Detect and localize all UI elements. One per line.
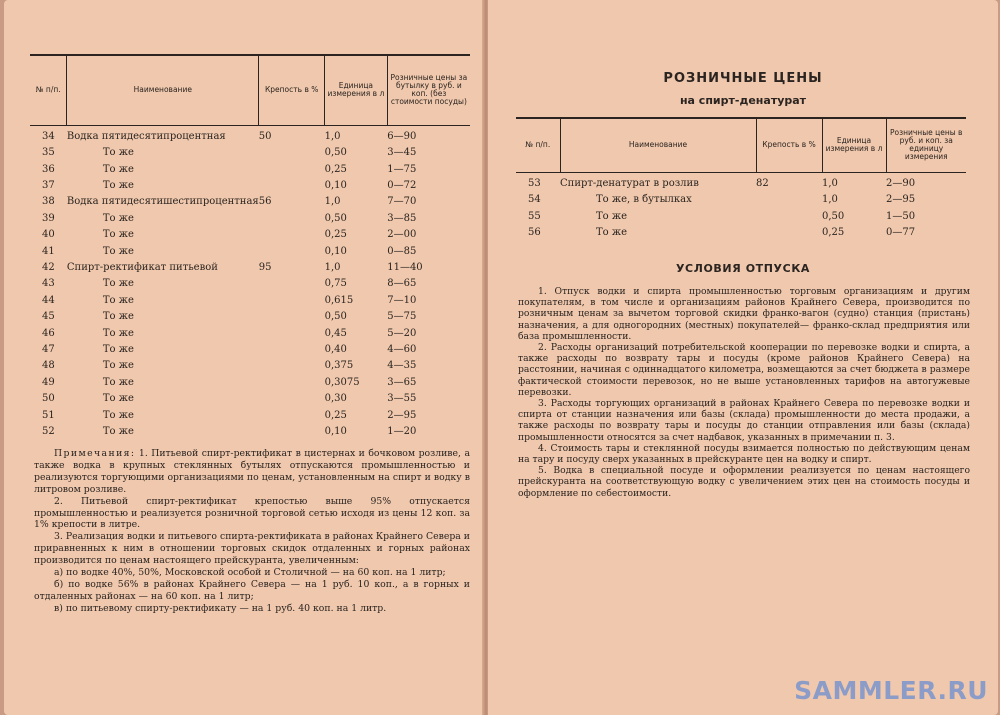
condition-4: 4. Стоимость тары и стеклянной посуды взимается полностью по действующим ценам на тару и посуду сверх указанных в прейскуранте цен на водку и спирт. — [518, 442, 970, 466]
item-name: То же — [102, 425, 134, 437]
item-name: То же — [102, 147, 134, 159]
condition-5: 5. Водка в специальной посуде и оформлении реализуется по ценам настоящего прейскуранта на соответствующую водку с увеличением этих цен на стоимость посуды и оформление по себестоимости. — [518, 465, 970, 499]
row-number: 39 — [42, 212, 55, 224]
strength-value — [259, 339, 325, 355]
price-value: 0—72 — [387, 180, 417, 192]
left-page — [4, 0, 486, 715]
col-unit-header: Единица измерения в л — [325, 55, 388, 125]
price-value: 7—70 — [387, 196, 417, 208]
right-subtitle: на спирт-денатурат — [679, 94, 807, 107]
row-number: 40 — [42, 229, 55, 241]
unit-value: 0,45 — [324, 327, 347, 339]
unit-value: 0,30 — [324, 393, 347, 405]
conditions-title: УСЛОВИЯ ОТПУСКА — [675, 262, 811, 275]
row-number: 55 — [528, 210, 541, 222]
strength-value — [259, 240, 325, 256]
table-row — [30, 322, 470, 338]
row-number: 56 — [528, 227, 541, 239]
strength-value — [259, 207, 325, 223]
table-row — [30, 257, 470, 273]
right-title: РОЗНИЧНЫЕ ЦЕНЫ — [663, 71, 823, 86]
col-unit-header: Единица измерения в л — [822, 118, 886, 172]
price-value: 2—95 — [387, 409, 417, 421]
table-row — [30, 289, 470, 305]
price-value: 3—55 — [387, 393, 417, 405]
col-number-header: № п/п. — [35, 85, 61, 95]
strength-value — [259, 355, 325, 371]
item-name: То же — [102, 360, 134, 372]
item-name: То же — [102, 180, 134, 192]
left-notes — [34, 448, 470, 615]
col-price-header: Розничные цены в руб. и коп. за единицу измерения — [886, 118, 966, 172]
unit-value: 0,50 — [324, 311, 347, 323]
item-name: То же — [102, 327, 134, 339]
right-table-body — [516, 172, 966, 238]
note-2: 2. Питьевой спирт-ректификат крепостью выше 95% отпускается промышленностью и реализуется розничной торговой сетью исходя из цены 12 коп. за 1% крепости в литре. — [34, 495, 470, 531]
right-price-table — [516, 117, 966, 238]
item-name: То же — [596, 227, 627, 239]
row-number: 47 — [42, 343, 55, 355]
strength-value: 95 — [258, 262, 272, 274]
price-value: 8—65 — [387, 278, 417, 290]
unit-value: 0,10 — [324, 425, 347, 437]
unit-value: 0,375 — [324, 360, 354, 372]
item-name: То же, в бутылках — [596, 194, 692, 206]
price-value: 0—85 — [387, 245, 417, 257]
condition-1: 1. Отпуск водки и спирта промышленностью торговым организациям и другим покупателям, в том числе и организациям районов Крайнего Севера, производится по розничным ценам за вычетом торговой скидки франко-вагон (судно) станция (пристань) назначения, а для одногородних (местных) покупателей— франко-склад предприятия или база промышленности. — [518, 286, 970, 342]
note-3c: в) по питьевому спирту-ректификату — на 1 руб. 40 коп. на 1 литр. — [54, 602, 387, 614]
table-row — [30, 125, 470, 142]
table-row — [516, 222, 966, 238]
price-value: 1—20 — [387, 425, 417, 437]
left-price-table — [30, 54, 470, 437]
watermark: SAMMLER.RU — [794, 676, 988, 705]
unit-value: 0,10 — [324, 245, 347, 257]
unit-value: 0,25 — [324, 409, 347, 421]
unit-value: 0,50 — [324, 147, 347, 159]
unit-value: 1,0 — [324, 130, 341, 142]
row-number: 51 — [42, 409, 55, 421]
table-row — [30, 224, 470, 240]
strength-value — [259, 175, 325, 191]
strength-value — [259, 421, 325, 437]
row-number: 43 — [42, 278, 55, 290]
row-number: 37 — [42, 180, 55, 192]
strength-value — [259, 371, 325, 387]
unit-value: 1,0 — [324, 196, 341, 208]
row-number: 46 — [42, 327, 55, 339]
row-number: 54 — [528, 194, 541, 206]
strength-value — [259, 142, 325, 158]
strength-value: 56 — [258, 196, 272, 208]
item-name: Водка пятидесятишестипроцентная — [66, 196, 259, 208]
row-number: 49 — [42, 376, 55, 388]
table-row — [30, 175, 470, 191]
row-number: 38 — [42, 196, 55, 208]
strength-value — [259, 158, 325, 174]
price-value: 2—00 — [387, 229, 417, 241]
unit-value: 1,0 — [822, 194, 838, 206]
price-value: 11—40 — [387, 262, 423, 274]
price-value: 5—20 — [387, 327, 417, 339]
condition-3: 3. Расходы торгующих организаций в районах Крайнего Севера по перевозке водки и спирта от станции назначения или базы (склада) промышленности до места продажи, а также расходы по возврату тары и посуды до станции отправления или базы (склада) промышленности относятся за счет надбавок, указанных в примечании п. 3. — [518, 398, 970, 443]
unit-value: 0,25 — [324, 163, 347, 175]
price-value: 3—65 — [387, 376, 417, 388]
unit-value: 0,25 — [822, 227, 845, 239]
item-name: Спирт-ректификат питьевой — [66, 262, 218, 274]
price-value: 2—95 — [886, 194, 916, 206]
table-row — [516, 189, 966, 205]
item-name: То же — [102, 163, 134, 175]
condition-2: 2. Расходы организаций потребительской кооперации по перевозке водки и спирта, а также расходы по возврату тары и посуды (кроме районов Крайнего Севера) на расстоянии, начиная с одиннадцатого километра, возмещаются за счет бюджета в размере фактической стоимости перевозок, но не выше установленных тарифов на автогужевые перевозки. — [518, 342, 970, 398]
row-number: 53 — [528, 177, 541, 189]
price-value: 4—35 — [387, 360, 417, 372]
table-row — [30, 306, 470, 322]
col-number-header: № п/п. — [525, 140, 551, 150]
price-value: 6—90 — [387, 130, 417, 142]
col-strength-header: Крепость в % — [259, 55, 325, 125]
strength-value — [259, 273, 325, 289]
item-name: То же — [102, 229, 134, 241]
unit-value: 0,50 — [822, 210, 845, 222]
left-table-body — [30, 125, 470, 437]
row-number: 41 — [42, 245, 55, 257]
price-value: 2—90 — [886, 177, 916, 189]
price-value: 7—10 — [387, 294, 417, 306]
col-strength-header: Крепость в % — [756, 118, 822, 172]
price-value: 3—45 — [387, 147, 417, 159]
row-number: 42 — [42, 262, 55, 274]
item-name: То же — [102, 294, 134, 306]
table-row — [30, 273, 470, 289]
right-page — [488, 0, 998, 715]
table-row — [30, 142, 470, 158]
table-row — [30, 339, 470, 355]
price-value: 3—85 — [387, 212, 417, 224]
price-value: 4—60 — [387, 343, 417, 355]
table-row — [30, 191, 470, 207]
item-name: То же — [102, 245, 134, 257]
item-name: То же — [596, 210, 627, 222]
price-value: 1—75 — [387, 163, 417, 175]
unit-value: 0,50 — [324, 212, 347, 224]
row-number: 36 — [42, 163, 55, 175]
item-name: То же — [102, 311, 134, 323]
item-name: То же — [102, 393, 134, 405]
row-number: 48 — [42, 360, 55, 372]
col-price-header: Розничные цены за бутылку в руб. и коп. (без стоимости посуды) — [387, 55, 470, 125]
item-name: Спирт-денатурат в розлив — [560, 177, 699, 189]
item-name: То же — [102, 212, 134, 224]
col-name-header: Наименование — [560, 118, 756, 172]
unit-value: 0,40 — [324, 343, 347, 355]
unit-value: 0,3075 — [324, 376, 360, 388]
row-number: 50 — [42, 393, 55, 405]
row-number: 35 — [42, 147, 55, 159]
notes-lead: Примечания: — [54, 448, 136, 459]
table-row — [30, 355, 470, 371]
note-3b: б) по водке 56% в районах Крайнего Севера — на 1 руб. 10 коп., а в горных и отдаленных районах — на 60 коп. на 1 литр; — [34, 578, 470, 602]
note-3a: а) по водке 40%, 50%, Московской особой и Столичной — на 60 коп. на 1 литр; — [54, 567, 446, 579]
row-number: 45 — [42, 311, 55, 323]
table-row — [30, 388, 470, 404]
table-row — [30, 404, 470, 420]
strength-value — [259, 388, 325, 404]
table-row — [516, 205, 966, 221]
strength-value — [259, 224, 325, 240]
table-row — [30, 371, 470, 387]
strength-value — [259, 404, 325, 420]
strength-value — [259, 322, 325, 338]
row-number: 52 — [42, 425, 55, 437]
unit-value: 1,0 — [324, 262, 341, 274]
strength-value — [259, 306, 325, 322]
table-row — [30, 240, 470, 256]
unit-value: 0,615 — [324, 294, 354, 306]
item-name: То же — [102, 343, 134, 355]
note-1: Примечания: 1. Питьевой спирт-ректификат в цистернах и бочковом розливе, а также водка в крупных стеклянных бутылях отпускаются промышленностью и реализуются торгующими организациями по ценам, установленным на спирт и водку в литровом розливе. — [34, 448, 470, 495]
price-value: 1—50 — [886, 210, 916, 222]
strength-value — [259, 289, 325, 305]
row-number: 44 — [42, 294, 55, 306]
item-name: То же — [102, 278, 134, 290]
item-name: То же — [102, 409, 134, 421]
note-3: 3. Реализация водки и питьевого спирта-ректификата в районах Крайнего Севера и приравненных к ним в отношении торговых скидок отдаленных и горных районах производится по ценам настоящего прейскуранта, увеличенным: — [34, 531, 470, 567]
unit-value: 1,0 — [822, 177, 838, 189]
strength-value — [756, 205, 822, 221]
unit-value: 0,10 — [324, 180, 347, 192]
table-row — [516, 172, 966, 189]
strength-value: 50 — [258, 130, 272, 142]
strength-value — [756, 189, 822, 205]
conditions-text — [518, 286, 970, 499]
row-number: 34 — [42, 130, 55, 142]
strength-value — [756, 222, 822, 238]
price-value: 0—77 — [886, 227, 916, 239]
unit-value: 0,25 — [324, 229, 347, 241]
col-name-header: Наименование — [67, 55, 259, 125]
table-row — [30, 207, 470, 223]
strength-value: 82 — [756, 177, 769, 189]
price-value: 5—75 — [387, 311, 417, 323]
unit-value: 0,75 — [324, 278, 347, 290]
item-name: Водка пятидесятипроцентная — [66, 130, 226, 142]
table-row — [30, 421, 470, 437]
table-row — [30, 158, 470, 174]
item-name: То же — [102, 376, 134, 388]
